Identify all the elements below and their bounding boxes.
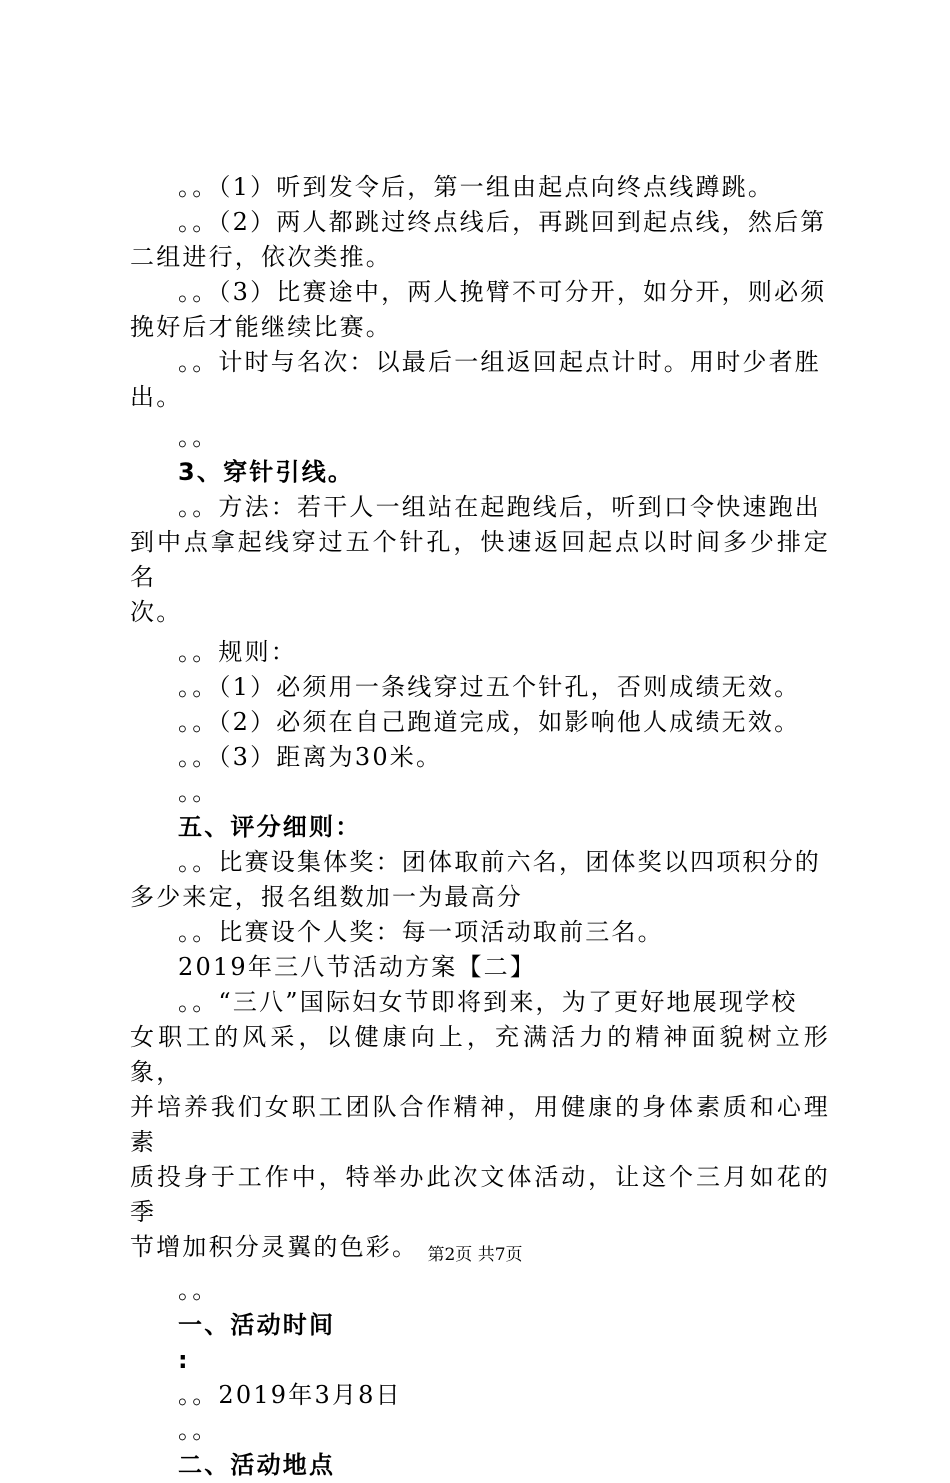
body-line: 。。（3）比赛途中，两人挽臂不可分开，如分开，则必须: [178, 278, 827, 306]
body-line: 。。: [178, 1416, 219, 1444]
body-line: 。。（2）必须在自己跑道完成，如影响他人成绩无效。: [178, 708, 801, 736]
body-line: 并培养我们女职工团队合作精神，用健康的身体素质和心理素: [130, 1093, 830, 1156]
body-line: 多少来定，报名组数加一为最高分: [130, 883, 523, 911]
body-line: 。。比赛设个人奖：每一项活动取前三名。: [178, 918, 664, 946]
body-line: 。。（3）距离为30米。: [178, 743, 443, 771]
section-heading: 3、穿针引线。: [178, 458, 355, 486]
body-line: 。。（1）必须用一条线穿过五个针孔，否则成绩无效。: [178, 673, 801, 701]
body-line: 。。“三八”国际妇女节即将到来，为了更好地展现学校: [178, 988, 798, 1016]
body-line: 到中点拿起线穿过五个针孔，快速返回起点以时间多少排定名: [130, 528, 830, 591]
document-subtitle: 2019年三八节活动方案【二】: [178, 953, 537, 981]
body-line: 挽好后才能继续比赛。: [130, 313, 392, 341]
body-line: 。。比赛设集体奖：团体取前六名，团体奖以四项积分的: [178, 848, 821, 876]
body-line: 。。（1）听到发令后，第一组由起点向终点线蹲跳。: [178, 173, 775, 201]
body-line: 。。规则：: [178, 638, 297, 666]
body-line: 。。（2）两人都跳过终点线后，再跳回到起点线，然后第: [178, 208, 827, 236]
body-line: 女职工的风采，以健康向上，充满活力的精神面貌树立形象，: [130, 1023, 830, 1086]
body-line: 。。: [178, 1276, 219, 1304]
body-line: 。。: [178, 778, 219, 806]
section-heading: 一、活动时间: [178, 1311, 336, 1339]
section-heading: 五、评分细则：: [178, 813, 362, 841]
body-line: 二组进行，依次类推。: [130, 243, 392, 271]
document-body: [130, 170, 830, 1483]
body-line: 节增加积分灵翼的色彩。: [130, 1233, 419, 1261]
heading-colon: :: [178, 1346, 190, 1374]
section-heading: 二、活动地点: [178, 1451, 336, 1479]
body-line: 。。: [178, 423, 219, 451]
body-line: 。。方法：若干人一组站在起跑线后，听到口令快速跑出: [178, 493, 821, 521]
body-line: 。。计时与名次：以最后一组返回起点计时。用时少者胜: [178, 348, 821, 376]
body-line: 。。2019年3月8日: [178, 1381, 402, 1409]
body-line: 次。: [130, 598, 183, 626]
body-line: 出。: [130, 383, 183, 411]
page-footer: 第2页 共7页: [427, 1245, 523, 1265]
body-line: 质投身于工作中，特举办此次文体活动，让这个三月如花的季: [130, 1163, 830, 1226]
